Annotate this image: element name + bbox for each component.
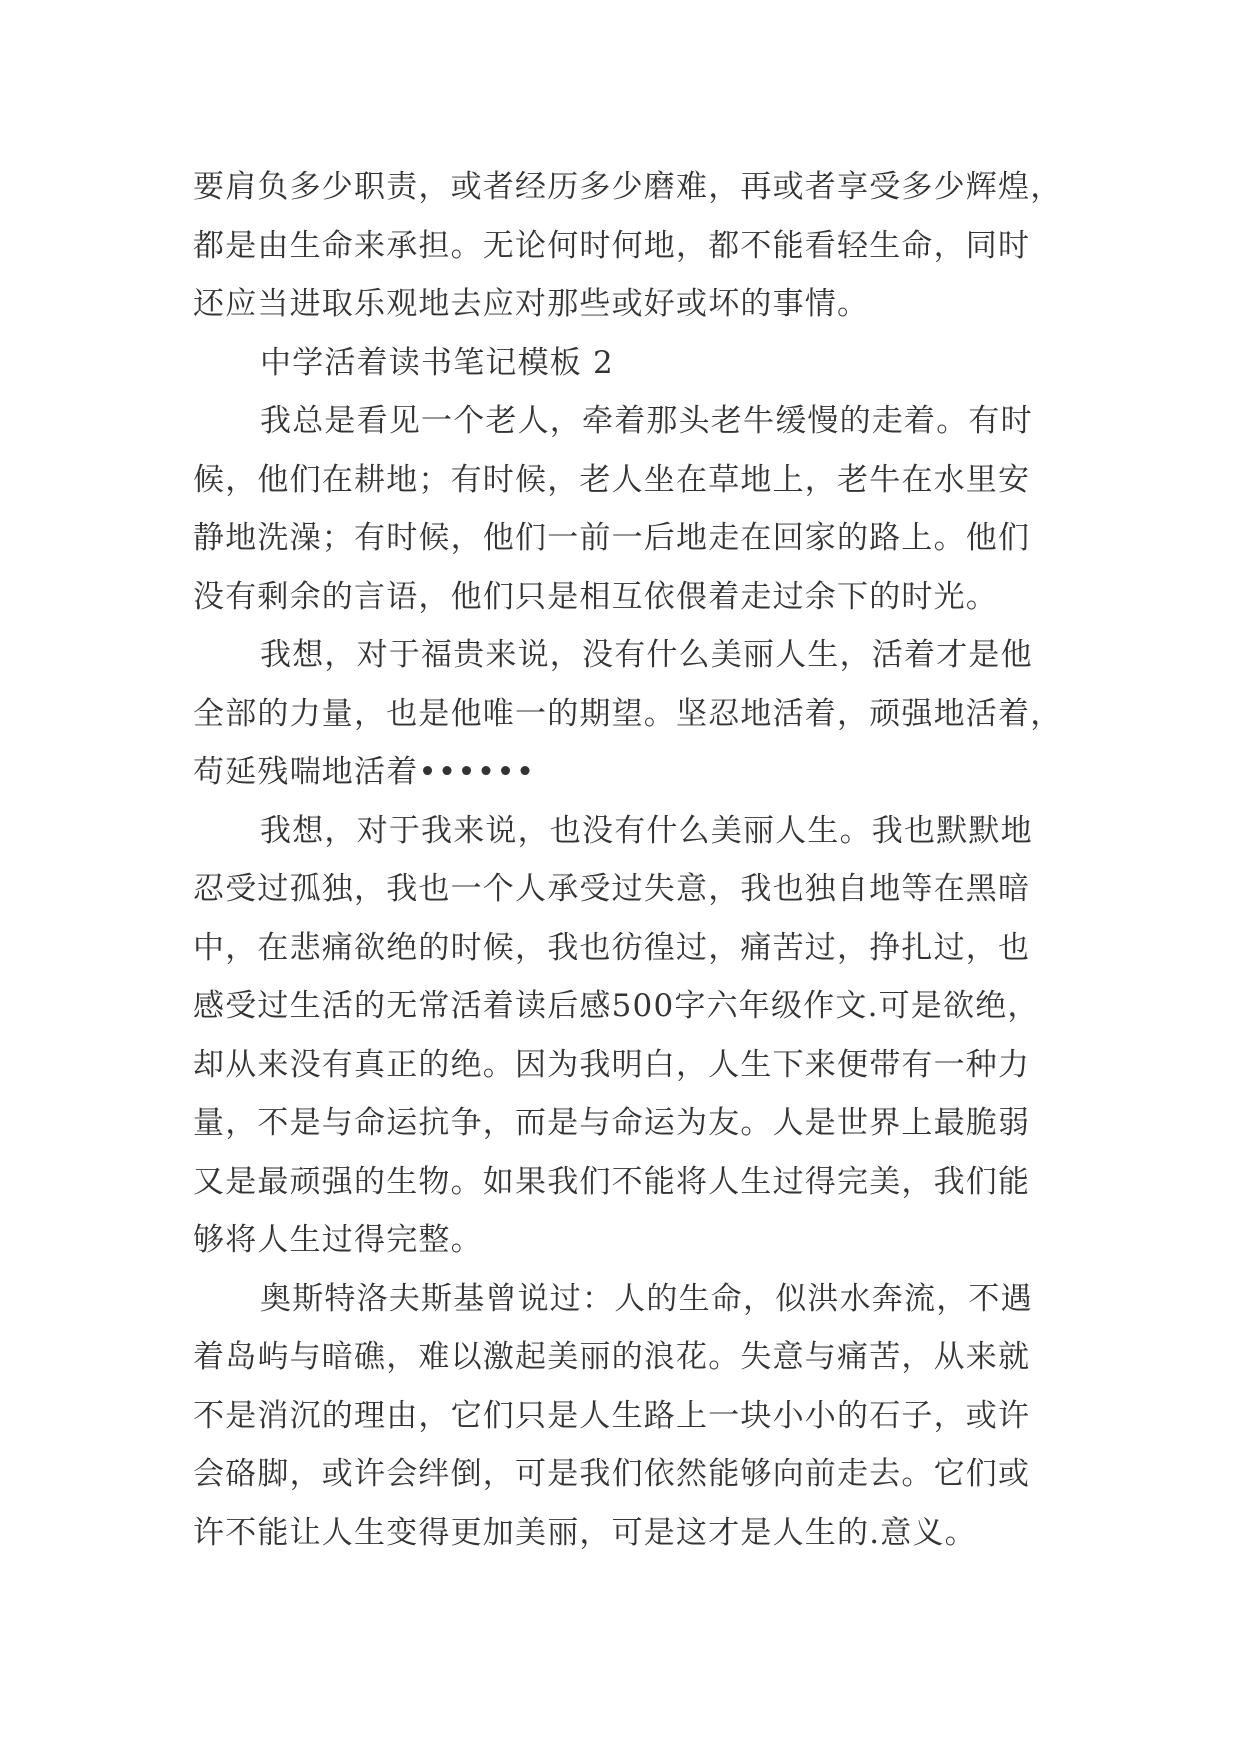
text-line: 没有剩余的言语，他们只是相互依偎着走过余下的时光。 bbox=[193, 578, 998, 615]
text-line: 全部的力量，也是他唯一的期望。坚忍地活着，顽强地活着， bbox=[193, 695, 1063, 732]
text-line: 我想，对于福贵来说，没有什么美丽人生，活着才是他 bbox=[260, 637, 1033, 673]
text-line: 中，在悲痛欲绝的时候，我也彷徨过，痛苦过，挣扎过，也 bbox=[193, 929, 1031, 966]
text-line: 感受过生活的无常活着读后感500字六年级作文.可是欲绝， bbox=[193, 988, 1040, 1024]
text-line: 会硌脚，或许会绊倒，可是我们依然能够向前走去。它们或 bbox=[193, 1456, 1031, 1492]
text-line: 不是消沉的理由，它们只是人生路上一块小小的石子，或许 bbox=[193, 1397, 1031, 1434]
text-line: 苟延残喘地活着•••••• bbox=[193, 754, 536, 790]
text-line: 着岛屿与暗礁，难以激起美丽的浪花。失意与痛苦，从来就 bbox=[193, 1339, 1031, 1375]
text-line: 都是由生命来承担。无论何时何地，都不能看轻生命，同时 bbox=[193, 227, 1031, 264]
text-line: 奥斯特洛夫斯基曾说过：人的生命，似洪水奔流，不遇 bbox=[260, 1280, 1033, 1317]
document-body bbox=[193, 158, 1063, 1562]
text-line: 却从来没有真正的绝。因为我明白，人生下来便带有一种力 bbox=[193, 1046, 1031, 1083]
text-line: 够将人生过得完整。 bbox=[193, 1222, 483, 1258]
text-line: 许不能让人生变得更加美丽，可是这才是人生的.意义。 bbox=[193, 1514, 977, 1551]
text-line: 量，不是与命运抗争，而是与命运为友。人是世界上最脆弱 bbox=[193, 1105, 1031, 1141]
text-line: 忍受过孤独，我也一个人承受过失意，我也独自地等在黑暗 bbox=[193, 871, 1031, 907]
text-line: 候，他们在耕地；有时候，老人坐在草地上，老牛在水里安 bbox=[193, 461, 1031, 498]
text-line: 我想，对于我来说，也没有什么美丽人生。我也默默地 bbox=[260, 812, 1033, 849]
text-line: 又是最顽强的生物。如果我们不能将人生过得完美，我们能 bbox=[193, 1163, 1031, 1200]
text-line: 静地洗澡；有时候，他们一前一后地走在回家的路上。他们 bbox=[193, 520, 1031, 556]
text-line: 要肩负多少职责，或者经历多少磨难，再或者享受多少辉煌， bbox=[193, 169, 1063, 205]
text-line: 还应当进取乐观地去应对那些或好或坏的事情。 bbox=[193, 286, 870, 322]
section-title: 中学活着读书笔记模板 2 bbox=[260, 344, 614, 381]
text-line: 我总是看见一个老人，牵着那头老牛缓慢的走着。有时 bbox=[260, 403, 1033, 439]
